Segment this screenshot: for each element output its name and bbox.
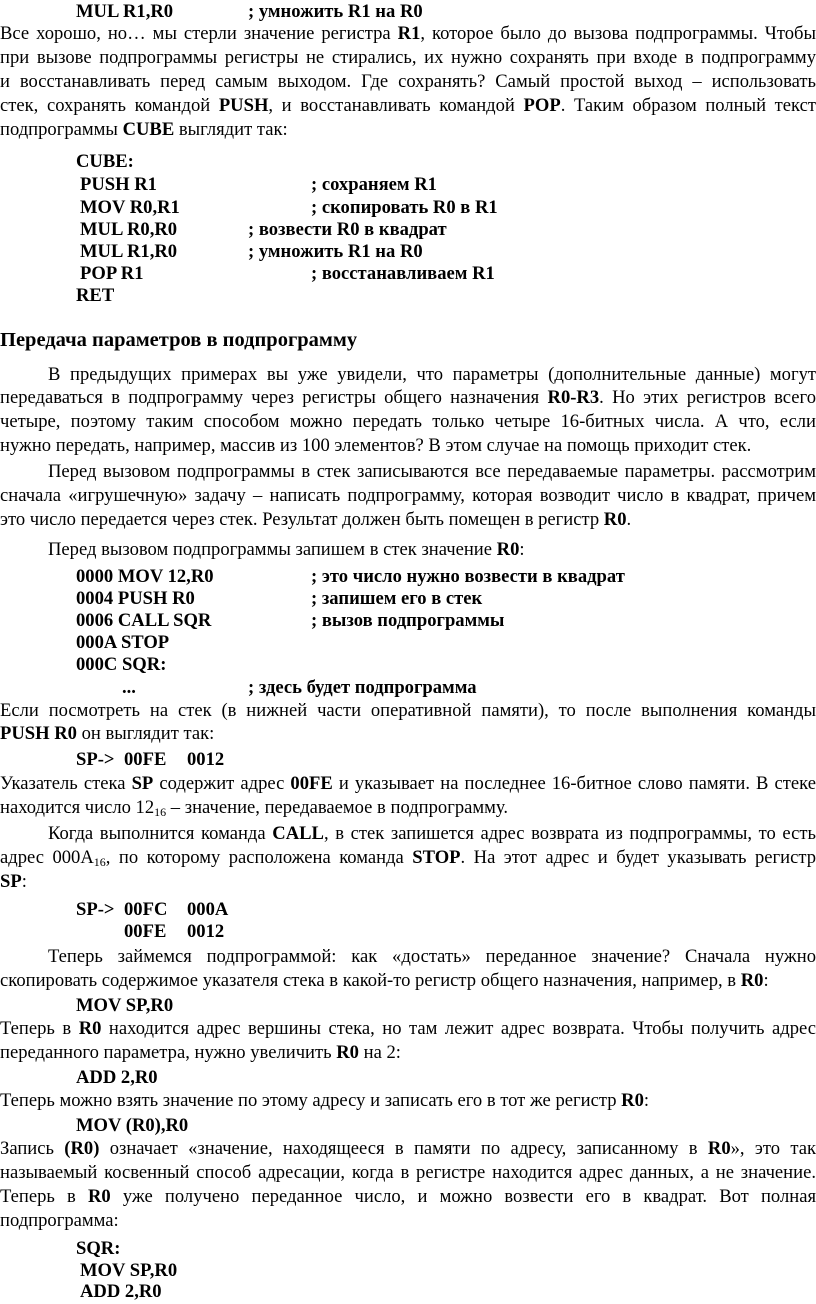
code-op: MUL R0,R0 — [80, 219, 178, 240]
code-op: 000A STOP — [76, 632, 170, 653]
text-run-bold: R0 — [707, 1138, 731, 1159]
text-run: – значение, передаваемое в подпрограмму. — [166, 797, 508, 818]
code-comment: ; умножить R1 на R0 — [248, 241, 423, 262]
code-line-mov-indirect — [0, 1114, 816, 1138]
code-comment: ; вызов подпрограммы — [311, 610, 505, 631]
para3-line1: Перед вызовом подпрограммы в стек записываются все передаваемые параметры. рассмотрим — [48, 461, 816, 482]
code-op: MUL R1,R0 — [80, 241, 178, 262]
code-op: ... — [122, 677, 136, 698]
stack-row — [0, 920, 816, 944]
para1-line5 — [0, 118, 816, 142]
text-run: находится число 12 — [0, 797, 155, 818]
text-run: передаваться в подпрограмму через регистры общего назначения — [0, 387, 548, 408]
text-run-bold: 00FE — [290, 773, 333, 794]
sqr-line-1 — [0, 1259, 816, 1283]
stack-address: 00FC — [124, 899, 168, 920]
text-run-bold: STOP — [412, 847, 461, 868]
text-run-bold: R0 — [740, 970, 764, 991]
text-run-bold: R0 — [621, 1090, 644, 1111]
para5-line2 — [0, 722, 816, 746]
cube-line-0 — [0, 150, 816, 174]
code-op: MOV (R0),R0 — [76, 1115, 189, 1136]
text-run-bold: CUBE — [122, 119, 175, 140]
cube-line-5 — [0, 262, 816, 286]
para7-line2 — [0, 846, 816, 870]
main-line-0 — [0, 565, 816, 589]
text-run-bold: R1 — [397, 23, 421, 44]
main-line-2 — [0, 609, 816, 633]
para10-line — [0, 1089, 816, 1113]
stack-value: 000A — [187, 899, 229, 920]
text-run-bold: R0 — [496, 539, 520, 560]
code-comment: ; сохраняем R1 — [311, 174, 437, 195]
text-run: : — [643, 1090, 650, 1111]
stack-row — [0, 898, 816, 922]
text-run-bold: CALL — [272, 823, 324, 844]
para3-line2: сначала «игрушечную» задачу – написать подпрограмму, которая возводит число в квадрат, причем — [0, 485, 816, 506]
text-run: находится адрес вершины стека, но там лежит адрес возврата. Чтобы получить адрес — [101, 1018, 816, 1039]
text-run: Когда выполнится команда — [48, 823, 273, 844]
sqr-line-0 — [0, 1237, 816, 1261]
code-op: ADD 2,R0 — [80, 1281, 162, 1302]
text-run: скопировать содержимое указателя стека в какой-то регистр общего назначения, например, в — [0, 970, 741, 991]
code-line-mul — [0, 0, 816, 24]
text-run: и указывает на последнее 16-битное слово памяти. В стеке — [332, 773, 816, 794]
cube-line-6 — [0, 284, 816, 308]
stack-value: 0012 — [187, 749, 225, 770]
cube-line-4 — [0, 240, 816, 264]
stack-address: 00FE — [124, 921, 167, 942]
code-op: MOV R0,R1 — [80, 197, 180, 218]
code-op: RET — [76, 285, 115, 306]
code-op: SQR: — [76, 1238, 121, 1259]
text-run-bold: PUSH — [218, 95, 269, 116]
para6-line1 — [0, 772, 816, 796]
text-run: , и восстанавливать командой — [268, 95, 524, 116]
code-comment: ; возвести R0 в квадрат — [248, 219, 447, 240]
code-op: CUBE: — [76, 151, 134, 172]
para11-line1 — [0, 1137, 816, 1161]
code-op: MUL R1,R0 — [76, 1, 174, 22]
subscript: 16 — [93, 855, 106, 869]
para11-line4: подпрограмма: — [0, 1210, 119, 1231]
text-run: Теперь в — [0, 1018, 79, 1039]
stack-address: 00FE — [124, 749, 167, 770]
para6-line2 — [0, 796, 816, 820]
text-run: Указатель стека — [0, 773, 132, 794]
text-run-bold: R0 — [87, 1186, 111, 1207]
stack-value: 0012 — [187, 921, 225, 942]
para1-line3: и восстанавливать перед самым выходом. Где сохранять? Самый простой выход – использовать — [0, 71, 816, 92]
text-run: на 2: — [358, 1042, 401, 1063]
text-run: означает «значение, находящееся в памяти по адресу, записанному в — [99, 1138, 708, 1159]
sqr-line-2 — [0, 1280, 816, 1304]
code-op: POP R1 — [80, 263, 144, 284]
para5-line1: Если посмотреть на стек (в нижней части оперативной памяти), то после выполнения команды — [0, 700, 816, 721]
text-run: », это так — [730, 1138, 816, 1159]
cube-line-1 — [0, 173, 816, 197]
main-line-3 — [0, 631, 816, 655]
text-run: : — [763, 970, 769, 991]
text-run-bold: (R0) — [64, 1138, 100, 1159]
main-line-4 — [0, 653, 816, 677]
text-run: уже получено переданное число, и можно возвести его в квадрат. Вот полная — [110, 1186, 816, 1207]
text-run: адрес 000A — [0, 847, 94, 868]
text-run: Запись — [0, 1138, 65, 1159]
text-run: : — [519, 539, 525, 560]
text-run: , в стек запишется адрес возврата из подпрограммы, то есть — [323, 823, 816, 844]
text-run-bold: PUSH R0 — [0, 723, 77, 744]
text-run: . На этот адрес и будет указывать регистр — [460, 847, 816, 868]
para1-line1 — [0, 22, 816, 46]
section-heading: Передача параметров в подпрограмму — [0, 329, 358, 351]
stack-pointer: SP-> — [76, 749, 115, 770]
cube-line-2 — [0, 196, 816, 220]
para11-line2: называемый косвенный способ адресации, когда в регистре находится адрес данных, а не значение. — [0, 1162, 816, 1183]
code-op: MOV SP,R0 — [80, 1260, 178, 1281]
text-run: выглядит так: — [174, 119, 288, 140]
text-run: переданного параметра, нужно увеличить — [0, 1042, 337, 1063]
code-op: ADD 2,R0 — [76, 1067, 158, 1088]
main-line-5 — [0, 676, 816, 700]
para1-line4 — [0, 94, 816, 118]
subscript: 16 — [154, 805, 167, 819]
text-run: Все хорошо, но… мы стерли значение регистра — [0, 23, 398, 44]
para4-line — [48, 538, 816, 562]
code-op: 0000 MOV 12,R0 — [76, 566, 214, 587]
para8-line1: Теперь займемся подпрограммой: как «достать» переданное значение? Сначала нужно — [48, 946, 816, 967]
stack-pointer: SP-> — [76, 899, 115, 920]
text-run: Теперь можно взять значение по этому адресу и записать его в тот же регистр — [0, 1090, 622, 1111]
text-run: . — [626, 509, 632, 530]
text-run-bold: R0 — [78, 1018, 102, 1039]
code-op: 0006 CALL SQR — [76, 610, 212, 631]
text-run: Перед вызовом подпрограммы запишем в стек значение — [48, 539, 497, 560]
main-line-1 — [0, 587, 816, 611]
stack-row — [0, 748, 816, 772]
code-comment: ; это число нужно возвести в квадрат — [311, 566, 625, 587]
text-run-bold: R0 — [336, 1042, 359, 1063]
para2-line1: В предыдущих примерах вы уже увидели, что параметры (дополнительные данные) могут — [48, 364, 816, 385]
text-run-bold: POP — [523, 95, 561, 116]
para9-line1 — [0, 1017, 816, 1041]
text-run: , по которому расположена команда — [105, 847, 413, 868]
text-run: стек, сохранять командой — [0, 95, 219, 116]
text-run-bold: R0 — [603, 509, 627, 530]
para2-line2 — [0, 386, 816, 410]
text-run: это число передается через стек. Результат должен быть помещен в регистр — [0, 509, 604, 530]
text-run: содержит адрес — [153, 773, 291, 794]
para3-line3 — [0, 508, 816, 532]
code-op: MOV SP,R0 — [76, 995, 174, 1016]
para8-line2 — [0, 969, 816, 993]
code-op: PUSH R1 — [80, 174, 157, 195]
text-run: подпрограммы — [0, 119, 123, 140]
code-comment: ; восстанавливаем R1 — [311, 263, 495, 284]
cube-line-3 — [0, 218, 816, 242]
para2-line4: нужно передать, например, массив из 100 элементов? В этом случае на помощь приходит стек. — [0, 435, 752, 456]
code-line-mov-sp — [0, 994, 816, 1018]
text-run: : — [21, 871, 27, 892]
text-run: он выглядит так: — [76, 723, 215, 744]
code-comment: ; здесь будет подпрограмма — [248, 677, 477, 698]
text-run: Теперь в — [0, 1186, 88, 1207]
text-run: . Но этих регистров всего — [599, 387, 816, 408]
text-run: . Таким образом полный текст — [560, 95, 816, 116]
para1-line2: при вызове подпрограммы регистры не стирались, их нужно сохранять при входе в подпрограмму — [0, 47, 816, 68]
text-run: , которое было до вызова подпрограммы. Чтобы — [420, 23, 816, 44]
code-comment: ; скопировать R0 в R1 — [311, 197, 498, 218]
para11-line3 — [0, 1185, 816, 1209]
code-comment: ; умножить R1 на R0 — [248, 1, 423, 22]
text-run-bold: SP — [0, 871, 22, 892]
para9-line2 — [0, 1041, 816, 1065]
code-comment: ; запишем его в стек — [311, 588, 483, 609]
para2-line3: четыре, поэтому таким способом можно передать только четыре 16-битных числа. А что, если — [0, 411, 816, 432]
code-line-add — [0, 1066, 816, 1090]
code-op: 0004 PUSH R0 — [76, 588, 195, 609]
para7-line1 — [48, 822, 816, 846]
code-op: 000C SQR: — [76, 654, 167, 675]
para7-line3 — [0, 870, 816, 894]
text-run-bold: R0-R3 — [547, 387, 600, 408]
text-run-bold: SP — [131, 773, 154, 794]
